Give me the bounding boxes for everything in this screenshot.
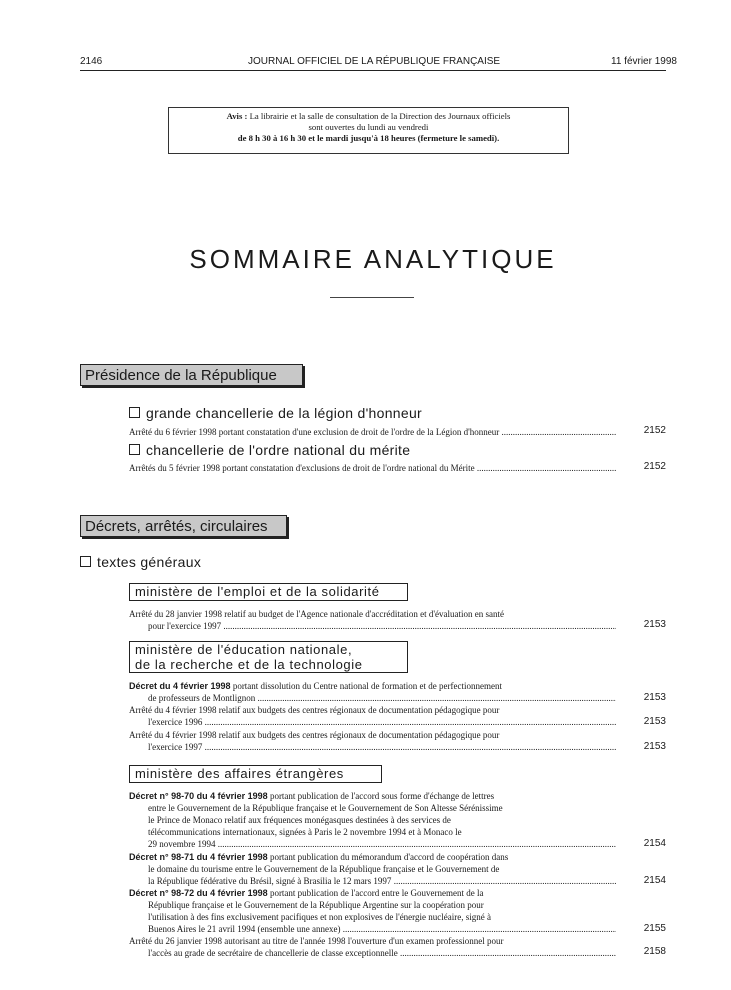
ministry-heading-affaires-etrangeres: ministère des affaires étrangères [129,765,382,783]
issue-date: 11 février 1998 [611,56,677,67]
page-ref: 2154 [643,875,666,886]
notice-line-2: sont ouvertes du lundi au vendredi [308,122,429,132]
ministry-heading-education [129,641,408,673]
page-ref: 2153 [643,741,666,752]
checkbox-icon [129,407,140,418]
subheading-ordre-merite: chancellerie de l'ordre national du mérite [129,442,410,458]
page-ref: 2155 [643,923,666,934]
ministry-title-line-2: de la recherche et de la technologie [135,657,363,672]
header-rule [80,70,666,71]
page-number: 2146 [80,56,103,67]
entry-budgets-1997: Arrêté du 4 février 1998 relatif aux budgets des centres régionaux de documentation pédagogique pour l'exercice 1997 ..... [129,729,616,753]
entry-legion-honneur: Arrêté du 6 février 1998 portant constatation d'une exclusion de droit de l'ordre de la Légion d'honneur ..... [129,426,616,438]
notice-line-1 [169,111,568,122]
page-ref: 2154 [643,838,666,849]
entry-decret-98-70: Décret n° 98-70 du 4 février 1998 portant publication de l'accord sous forme d'échange de lettres entre le Gouvernement de la République française et le Gouvernement de Son Altesse Sérénissime le Prince de Monaco relatif aux fréquences monégasques destinées à des services de télécommunications internationaux, signées à Paris le 2 novembre 1994 et à Monaco le 29 novembre 1994 ..... [129,790,616,850]
entry-examen-professionnel: Arrêté du 26 janvier 1998 autorisant au titre de l'année 1998 l'ouverture d'un examen professionnel pour l'accès au grade de secrétaire de chancellerie de classe exceptionnelle ..... [129,935,616,959]
entry-decret-98-71: Décret n° 98-71 du 4 février 1998 portant publication du mémorandum d'accord de coopération dans le domaine du tourisme entre le Gouvernement de la République française et le Gouvernement de la République fédérative du Brésil, signé à Brasilia le 12 mars 1997 ..... [129,851,616,887]
notice-label: Avis : [226,111,248,121]
ministry-heading-emploi: ministère de l'emploi et de la solidarité [129,583,408,601]
page-ref: 2152 [643,461,666,472]
notice-line-3: de 8 h 30 à 16 h 30 et le mardi jusqu'à 18 heures (fermeture le samedi). [237,133,500,143]
page-ref: 2152 [643,425,666,436]
page-title: SOMMAIRE ANALYTIQUE [189,244,557,274]
page-ref: 2153 [643,619,666,630]
entry-decret-montlignon: Décret du 4 février 1998 portant dissolution du Centre national de formation et de perfectionnement de professeurs de Montlignon ..... [129,680,616,704]
ministry-title-line-1: ministère de l'éducation nationale, [135,642,353,657]
notice-box [168,107,569,154]
page-ref: 2153 [643,716,666,727]
page-ref: 2153 [643,692,666,703]
entry-ordre-merite: Arrêtés du 5 février 1998 portant constatation d'exclusions de droit de l'ordre national du Mérite ..... [129,462,616,474]
section-heading-presidence: Présidence de la République [80,364,303,386]
title-rule [330,297,414,298]
journal-title: JOURNAL OFFICIEL DE LA RÉPUBLIQUE FRANÇAISE [248,56,501,67]
entry-agence-accreditation: Arrêté du 28 janvier 1998 relatif au budget de l'Agence nationale d'accréditation et d'évaluation en santé pour l'exercice 1997 ..... [129,608,616,632]
entry-budgets-1996: Arrêté du 4 février 1998 relatif aux budgets des centres régionaux de documentation pédagogique pour l'exercice 1996 ..... [129,704,616,728]
subheading-textes-generaux: textes généraux [80,554,201,570]
page-ref: 2158 [643,946,666,957]
section-heading-decrets: Décrets, arrêtés, circulaires [80,515,287,537]
entry-decret-98-72: Décret n° 98-72 du 4 février 1998 portant publication de l'accord entre le Gouvernement de la République française et le Gouvernement de la République Argentine sur la coopération pour l'utilisation à des fins exclusivement pacifiques et non explosives de l'énergie nucléaire, signé à Buenos Aires le 21 avril 1994 (ensemble une annexe) ..... [129,887,616,935]
checkbox-icon [80,556,91,567]
notice-text-1: La librairie et la salle de consultation de la Direction des Journaux officiels [249,111,511,121]
checkbox-icon [129,444,140,455]
subheading-legion-honneur: grande chancellerie de la légion d'honneur [129,405,422,421]
